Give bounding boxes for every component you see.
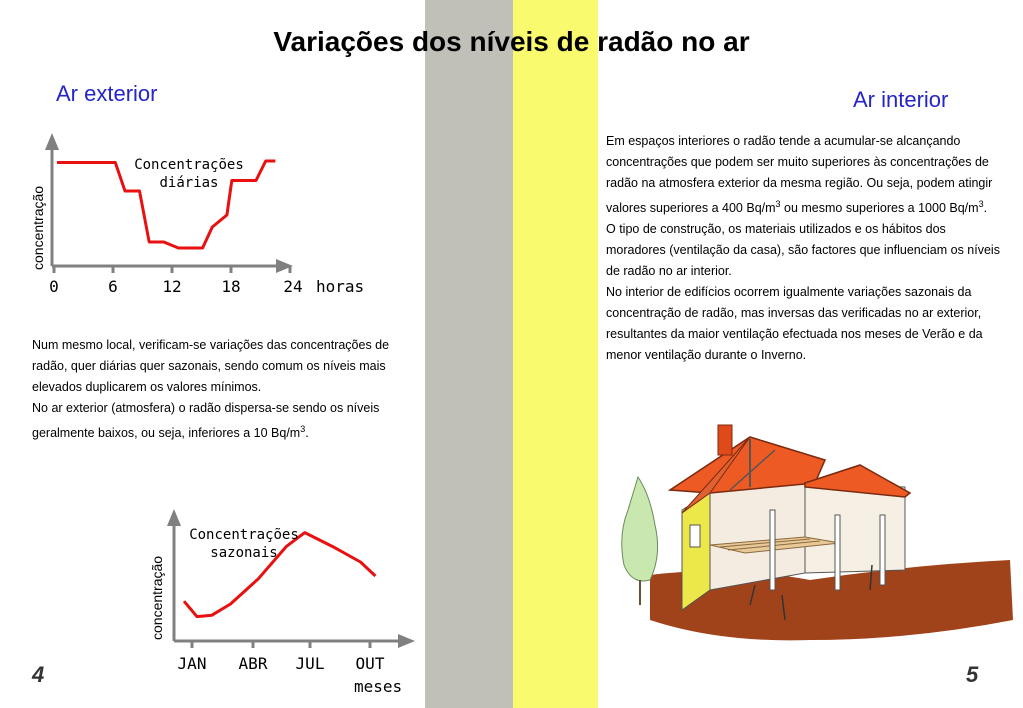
indoor-paragraph-2: O tipo de construção, os materiais utilizados e os hábitos dos moradores (ventilação da casa), são factores que influenciam os níveis de radão no ar interior.: [606, 222, 1000, 279]
seasonal-chart: [149, 509, 415, 696]
pillar: [770, 510, 775, 590]
daily-tick-label-2: 12: [162, 277, 182, 296]
indoor-p1-b: ou mesmo superiores a 1000 Bq/m: [780, 201, 979, 216]
tree-icon: [622, 477, 658, 581]
indoor-air-text: [606, 131, 1001, 366]
daily-chart-title-1: Concentrações: [134, 157, 244, 173]
seasonal-chart-title-2: sazonais: [210, 545, 278, 561]
house-interior: [710, 483, 805, 590]
outdoor-p2-text: No ar exterior (atmosfera) o radão dispersa-se sendo os níveis geralmente baixos, ou seja, inferiores a 10 Bq/m: [32, 401, 380, 441]
pillar: [835, 515, 840, 590]
seasonal-y-arrow: [167, 509, 181, 526]
heading-outdoor-air: Ar exterior: [56, 81, 158, 106]
house-annex: [805, 485, 905, 573]
indoor-p1-sup1: 3: [775, 199, 781, 209]
daily-tick-label-0: 0: [49, 277, 59, 296]
outdoor-paragraph-1: Num mesmo local, verificam-se variações das concentrações de radão, quer diárias quer sazonais, sendo comum os níveis mais elevados duplicarem os valores mínimos.: [32, 338, 390, 394]
daily-x-label: horas: [316, 277, 365, 296]
seasonal-tick-label-2: JUL: [295, 654, 325, 673]
house-illustration: [610, 415, 1015, 650]
seasonal-chart-title-1: Concentrações: [189, 527, 299, 543]
seasonal-x-arrow: [398, 634, 415, 648]
heading-indoor-air: Ar interior: [853, 87, 949, 112]
house-roof-main: [670, 437, 825, 493]
seasonal-x-label: meses: [354, 677, 403, 696]
indoor-p1-c: .: [983, 201, 988, 216]
indoor-p1-sup2: 3: [978, 199, 984, 209]
seasonal-tick-label-0: JAN: [177, 654, 207, 673]
chimney-icon: [718, 425, 732, 455]
outdoor-paragraph-2: [32, 398, 417, 444]
seasonal-tick-label-3: OUT: [355, 654, 385, 673]
pillar: [880, 515, 885, 585]
page-number-right: 5: [966, 662, 979, 687]
outdoor-p2-end: .: [305, 426, 309, 441]
daily-chart-title-2: diárias: [159, 175, 219, 191]
indoor-paragraph-3: No interior de edifícios ocorrem igualmente variações sazonais da concentração de radão, mas inversas das verificadas no ar exterior, resultantes da maior ventilação efectuada nos meses de Verão e da menor ventilação durante o Inverno.: [606, 285, 983, 363]
seasonal-y-label: concentração: [149, 555, 165, 640]
indoor-paragraph-1: [606, 131, 1001, 219]
indoor-p1-a: Em espaços interiores o radão tende a acumular-se alcançando concentrações que podem ser muito superiores às concentrações de radão na atmosfera exterior da mesma região. Ou seja, podem atingir valores superiores a 400 Bq/m: [606, 134, 993, 216]
daily-tick-label-3: 18: [221, 277, 241, 296]
daily-tick-label-4: 24: [283, 277, 303, 296]
daily-chart: [30, 133, 364, 296]
daily-tick-label-1: 6: [108, 277, 118, 296]
daily-y-arrow: [45, 133, 59, 150]
page-number-left: 4: [32, 662, 45, 687]
outdoor-air-text: [32, 335, 417, 444]
seasonal-tick-label-1: ABR: [238, 654, 268, 673]
outdoor-p2-sup: 3: [300, 424, 306, 434]
window-icon: [690, 525, 700, 547]
page-title: Variações dos níveis de radão no ar: [273, 26, 750, 57]
daily-y-label: concentração: [30, 185, 46, 270]
